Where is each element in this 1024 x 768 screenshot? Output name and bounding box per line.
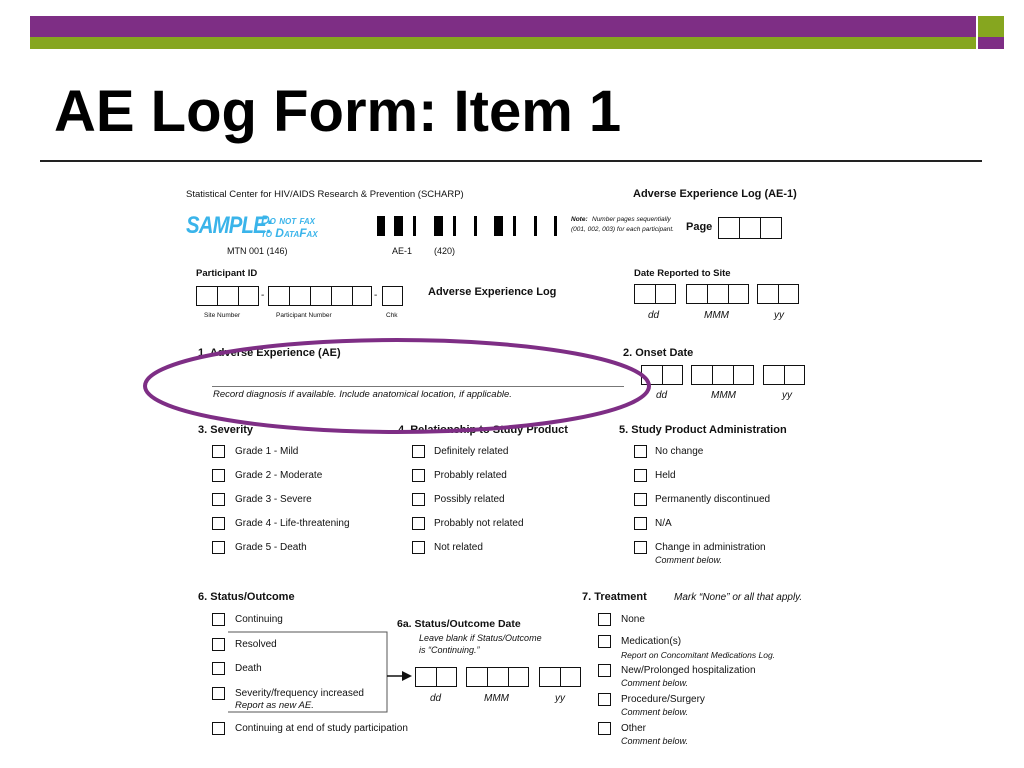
id-dash-1: -: [261, 290, 265, 301]
treatment-option-label: New/Prolonged hospitalization: [621, 665, 756, 676]
status-option-label: Continuing at end of study participation: [235, 723, 408, 734]
date-reported-dd: dd: [648, 310, 660, 321]
chk-label: Chk: [386, 312, 398, 319]
relationship-option-label: Probably not related: [434, 518, 524, 529]
item5-title: 5. Study Product Administration: [619, 424, 787, 436]
date-reported-yy: yy: [774, 310, 784, 321]
status-option-label: Resolved: [235, 639, 277, 650]
sample-line-2: to DataFax: [261, 226, 318, 240]
administration-option-label: N/A: [655, 518, 672, 529]
onset-mmm: MMM: [711, 390, 736, 401]
date-reported-mmm: MMM: [704, 310, 729, 321]
status-date-dd: dd: [430, 693, 442, 704]
treatment-note: Comment below.: [621, 707, 689, 717]
treatment-note: Comment below.: [621, 736, 689, 746]
administration-option-label: Held: [655, 470, 676, 481]
status-report-note: Report as new AE.: [235, 700, 314, 711]
relationship-option-label: Possibly related: [434, 494, 505, 505]
relationship-option-label: Not related: [434, 542, 483, 553]
form-code: AE-1: [392, 246, 413, 256]
slide-title: AE Log Form: Item 1: [54, 79, 622, 144]
item7-instruction: Mark “None” or all that apply.: [674, 592, 803, 603]
administration-option-label: No change: [655, 446, 704, 457]
item6-title: 6. Status/Outcome: [198, 591, 295, 603]
item6a-note-1: Leave blank if Status/Outcome: [419, 633, 542, 643]
form-title: Adverse Experience Log (AE-1): [633, 188, 797, 200]
status-date-yy: yy: [555, 693, 565, 704]
administration-option-label: Permanently discontinued: [655, 494, 771, 505]
status-option-label: Severity/frequency increased: [235, 688, 364, 699]
treatment-note: Comment below.: [621, 678, 689, 688]
study-code: MTN 001 (146): [227, 246, 288, 256]
form-organization: Statistical Center for HIV/AIDS Research & Prevention (SCHARP): [186, 189, 464, 200]
status-option-label: Death: [235, 663, 262, 674]
page-label: Page: [686, 221, 713, 233]
site-number-label: Site Number: [204, 312, 241, 319]
sample-watermark: SAMPLE:: [186, 212, 272, 239]
item3-title: 3. Severity: [198, 424, 254, 436]
severity-option-label: Grade 3 - Severe: [235, 494, 312, 505]
relationship-option-label: Definitely related: [434, 446, 509, 457]
item2-title: 2. Onset Date: [623, 347, 694, 359]
note-label: Note:: [571, 216, 588, 223]
severity-option-label: Grade 1 - Mild: [235, 446, 299, 457]
status-bracket: [228, 632, 387, 712]
severity-option-label: Grade 2 - Moderate: [235, 470, 323, 481]
participant-number-label: Participant Number: [276, 312, 332, 319]
status-arrow: [387, 671, 412, 681]
form-number: (420): [434, 246, 456, 256]
relationship-option-label: Probably related: [434, 470, 507, 481]
item1-title: 1. Adverse Experience (AE): [198, 347, 341, 359]
treatment-option-label: None: [621, 614, 645, 625]
item6a-title: 6a. Status/Outcome Date: [397, 618, 521, 630]
sample-line-1: Do not fax: [261, 213, 316, 227]
administration-option-label: Change in administration: [655, 542, 766, 553]
treatment-option-label: Procedure/Surgery: [621, 694, 705, 705]
status-date-mmm: MMM: [484, 693, 509, 704]
note-line-1: Number pages sequentially: [592, 216, 671, 223]
severity-option-label: Grade 5 - Death: [235, 542, 307, 553]
date-reported-label: Date Reported to Site: [634, 268, 731, 279]
status-option-label: Continuing: [235, 614, 283, 625]
highlight-ellipse: [145, 340, 649, 432]
treatment-option-label: Medication(s): [621, 636, 682, 647]
item7-title: 7. Treatment: [582, 591, 647, 603]
center-form-title: Adverse Experience Log: [428, 286, 557, 298]
item4-title: 4. Relationship to Study Product: [398, 424, 568, 436]
severity-option-label: Grade 4 - Life-threatening: [235, 518, 350, 529]
item6a-note-2: is “Continuing.”: [419, 645, 480, 655]
onset-yy: yy: [782, 390, 792, 401]
participant-id-label: Participant ID: [196, 268, 258, 279]
note-line-2: (001, 002, 003) for each participant.: [571, 226, 674, 233]
treatment-note: Report on Concomitant Medications Log.: [621, 650, 776, 660]
item1-instruction: Record diagnosis if available. Include anatomical location, if applicable.: [213, 389, 512, 400]
id-dash-2: -: [374, 290, 378, 301]
onset-dd: dd: [656, 390, 668, 401]
treatment-option-label: Other: [621, 723, 647, 734]
administration-note: Comment below.: [655, 555, 723, 565]
